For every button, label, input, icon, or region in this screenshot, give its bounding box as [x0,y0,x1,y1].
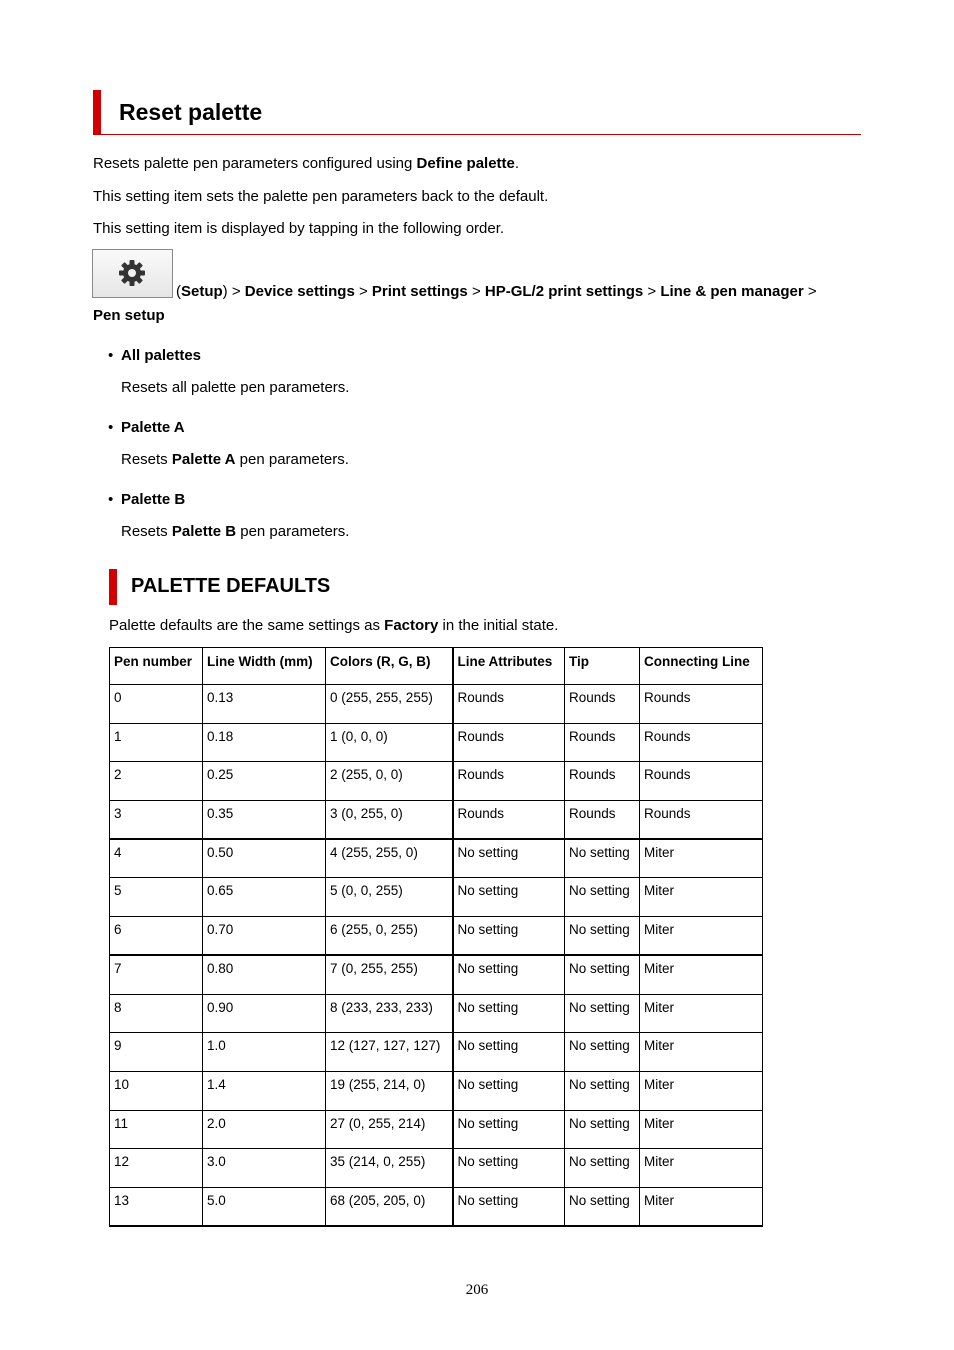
item-desc-term: Palette B [171,523,237,540]
cell-line-attributes: No setting [453,1033,565,1072]
cell-pen-number: 1 [110,723,203,762]
cell-tip: No setting [565,839,640,878]
cell-line-width: 0.80 [203,955,326,994]
bullet-glyph: • [108,491,114,508]
cell-connecting-line: Miter [640,1033,763,1072]
nav-separator: ) > [222,283,245,300]
cell-tip: No setting [565,917,640,956]
intro-text-end: . [514,155,520,172]
paragraph-text: Palette defaults are the same settings as [109,617,385,634]
cell-connecting-line: Miter [640,878,763,917]
table-header-row [110,648,763,685]
cell-connecting-line: Miter [640,1149,763,1188]
nav-device-settings: Device settings [244,283,355,300]
cell-connecting-line: Miter [640,1071,763,1110]
cell-connecting-line: Rounds [640,723,763,762]
cell-line-attributes: No setting [453,1110,565,1149]
table-row [110,762,763,801]
subheading-accent-bar [109,569,117,605]
cell-pen-number: 4 [110,839,203,878]
table-row [110,801,763,840]
bullet-glyph: • [108,347,114,364]
cell-line-attributes: Rounds [453,762,565,801]
table-row [110,1110,763,1149]
cell-line-width: 5.0 [203,1187,326,1226]
cell-tip: Rounds [565,685,640,724]
cell-connecting-line: Miter [640,994,763,1033]
column-header-connecting-line: Connecting Line [640,648,763,685]
cell-line-width: 0.35 [203,801,326,840]
cell-line-width: 0.13 [203,685,326,724]
cell-tip: No setting [565,1149,640,1188]
column-header-line-attributes: Line Attributes [453,648,565,685]
cell-pen-number: 9 [110,1033,203,1072]
column-header-pen-number: Pen number [110,648,203,685]
page-number: 206 [465,1282,489,1298]
heading-accent-bar [93,90,101,134]
cell-color: 68 (205, 205, 0) [326,1187,453,1226]
column-header-colors: Colors (R, G, B) [326,648,453,685]
cell-tip: Rounds [565,723,640,762]
item-title-all-palettes: All palettes [121,347,202,364]
item-desc-text: Resets [121,451,172,468]
cell-tip: No setting [565,994,640,1033]
nav-separator: > [803,283,817,300]
cell-connecting-line: Rounds [640,685,763,724]
setup-button-image [92,249,173,298]
intro-text: Resets palette pen parameters configured using [93,155,417,172]
cell-color: 3 (0, 255, 0) [326,801,453,840]
nav-print-settings: Print settings [371,283,468,300]
nav-setup: Setup [181,283,223,300]
cell-line-attributes: No setting [453,1187,565,1226]
cell-line-width: 0.25 [203,762,326,801]
item-title-palette-a: Palette A [121,419,185,436]
cell-line-attributes: No setting [453,1149,565,1188]
cell-line-width: 0.70 [203,917,326,956]
cell-pen-number: 11 [110,1110,203,1149]
cell-color: 35 (214, 0, 255) [326,1149,453,1188]
cell-pen-number: 12 [110,1149,203,1188]
cell-line-attributes: Rounds [453,685,565,724]
cell-color: 19 (255, 214, 0) [326,1071,453,1110]
item-desc-term: Palette A [171,451,236,468]
item-desc-text: pen parameters. [235,451,349,468]
intro-paragraph-3: This setting item is displayed by tapping in the following order. [93,220,505,237]
nav-paren: ( [176,283,181,300]
cell-tip: Rounds [565,762,640,801]
cell-pen-number: 7 [110,955,203,994]
cell-pen-number: 13 [110,1187,203,1226]
cell-connecting-line: Miter [640,955,763,994]
cell-line-width: 0.90 [203,994,326,1033]
define-palette-term: Define palette [416,155,515,172]
cell-line-width: 0.65 [203,878,326,917]
bullet-glyph: • [108,419,114,436]
table-row [110,1071,763,1110]
item-desc-palette-b [121,522,349,542]
cell-color: 0 (255, 255, 255) [326,685,453,724]
cell-line-attributes: No setting [453,878,565,917]
item-desc-text: Resets [121,523,172,540]
cell-connecting-line: Miter [640,1187,763,1226]
table-row [110,994,763,1033]
nav-pen-setup: Pen setup [93,307,165,324]
item-desc-text: Resets all palette pen parameters. [121,379,350,396]
cell-color: 12 (127, 127, 127) [326,1033,453,1072]
item-title-palette-b: Palette B [121,491,186,508]
intro-paragraph-2: This setting item sets the palette pen parameters back to the default. [93,188,549,205]
cell-line-width: 3.0 [203,1149,326,1188]
table-row [110,955,763,994]
table-row [110,1149,763,1188]
cell-pen-number: 2 [110,762,203,801]
cell-pen-number: 8 [110,994,203,1033]
cell-line-width: 0.50 [203,839,326,878]
cell-line-attributes: No setting [453,839,565,878]
cell-line-width: 2.0 [203,1110,326,1149]
table-row [110,839,763,878]
cell-line-width: 1.0 [203,1033,326,1072]
cell-color: 5 (0, 0, 255) [326,878,453,917]
table-row [110,1187,763,1226]
intro-paragraph-1 [93,154,519,174]
cell-color: 4 (255, 255, 0) [326,839,453,878]
cell-tip: No setting [565,955,640,994]
cell-color: 8 (233, 233, 233) [326,994,453,1033]
cell-line-attributes: No setting [453,955,565,994]
nav-separator: > [467,283,485,300]
cell-line-attributes: Rounds [453,723,565,762]
gear-icon [118,259,146,287]
cell-tip: No setting [565,1110,640,1149]
cell-connecting-line: Miter [640,917,763,956]
table-row [110,878,763,917]
cell-connecting-line: Miter [640,1110,763,1149]
subsection-title: PALETTE DEFAULTS [131,575,331,597]
column-header-tip: Tip [565,648,640,685]
item-desc-palette-a [121,450,349,470]
section-heading [93,90,861,135]
cell-color: 2 (255, 0, 0) [326,762,453,801]
cell-line-attributes: Rounds [453,801,565,840]
table-row [110,685,763,724]
cell-color: 6 (255, 0, 255) [326,917,453,956]
cell-line-attributes: No setting [453,917,565,956]
cell-color: 1 (0, 0, 0) [326,723,453,762]
cell-line-width: 1.4 [203,1071,326,1110]
cell-connecting-line: Rounds [640,762,763,801]
cell-pen-number: 3 [110,801,203,840]
navigation-path [176,282,817,302]
nav-separator: > [354,283,372,300]
nav-hpgl-settings: HP-GL/2 print settings [484,283,644,300]
cell-pen-number: 10 [110,1071,203,1110]
table-row [110,723,763,762]
factory-term: Factory [384,617,439,634]
paragraph-text: in the initial state. [438,617,559,634]
nav-separator: > [643,283,661,300]
cell-pen-number: 0 [110,685,203,724]
cell-tip: No setting [565,1033,640,1072]
cell-connecting-line: Rounds [640,801,763,840]
cell-tip: No setting [565,1071,640,1110]
palette-defaults-paragraph [109,616,558,636]
cell-pen-number: 5 [110,878,203,917]
cell-line-attributes: No setting [453,994,565,1033]
cell-connecting-line: Miter [640,839,763,878]
cell-line-width: 0.18 [203,723,326,762]
page-title: Reset palette [119,99,263,125]
nav-line-pen-manager: Line & pen manager [660,283,804,300]
cell-tip: No setting [565,1187,640,1226]
item-desc-text: pen parameters. [236,523,350,540]
cell-line-attributes: No setting [453,1071,565,1110]
palette-defaults-table [109,647,763,1227]
cell-pen-number: 6 [110,917,203,956]
column-header-line-width: Line Width (mm) [203,648,326,685]
table-row [110,1033,763,1072]
cell-color: 27 (0, 255, 214) [326,1110,453,1149]
cell-tip: No setting [565,878,640,917]
table-row [110,917,763,956]
cell-color: 7 (0, 255, 255) [326,955,453,994]
item-desc-all-palettes [121,378,349,398]
cell-tip: Rounds [565,801,640,840]
